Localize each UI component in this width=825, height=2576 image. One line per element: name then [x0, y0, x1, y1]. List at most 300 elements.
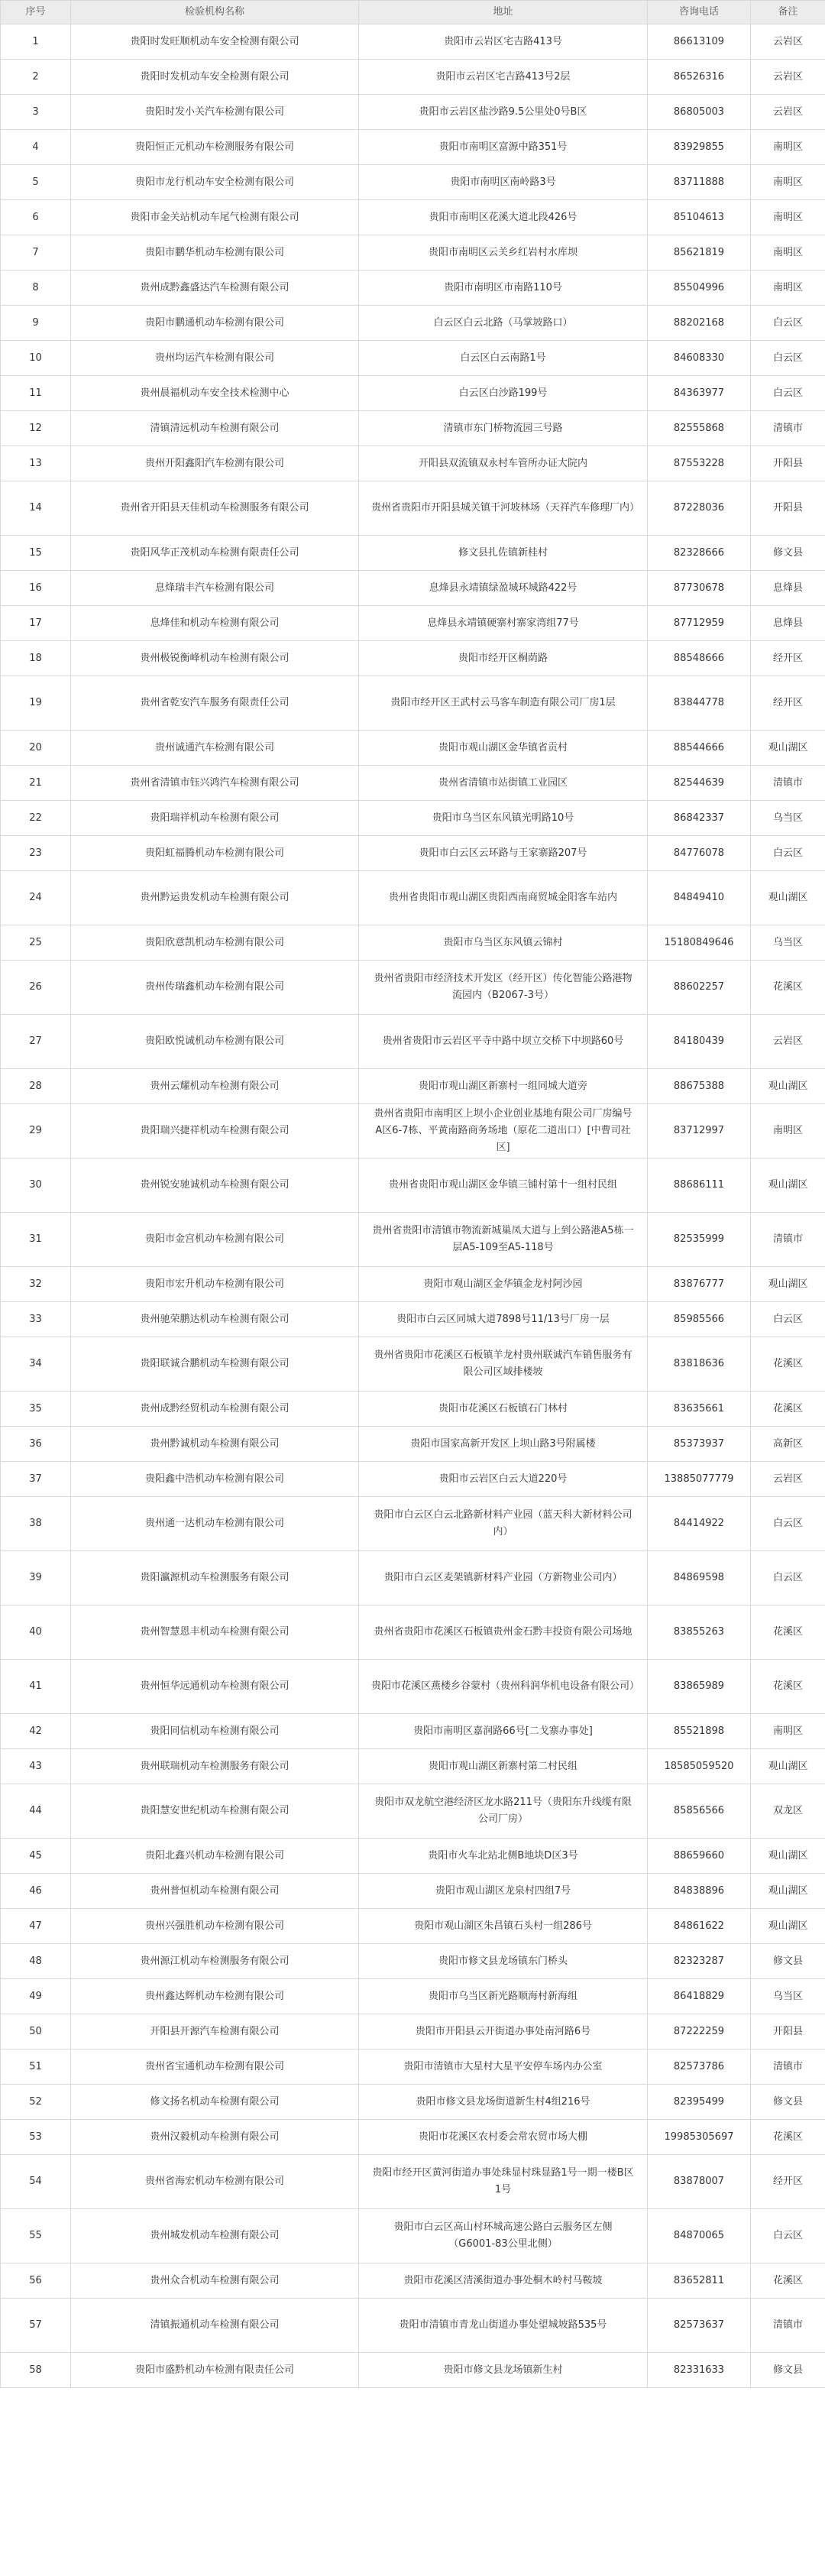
cell-name: 贵州晨福机动车安全技术检测中心 [71, 376, 359, 411]
cell-remark: 开阳县 [751, 446, 825, 481]
table-row [1, 536, 825, 571]
cell-seq: 58 [1, 2353, 71, 2388]
cell-remark: 观山湖区 [751, 871, 825, 925]
cell-seq: 55 [1, 2209, 71, 2263]
cell-phone: 83876777 [648, 1267, 751, 1302]
table-row [1, 1714, 825, 1749]
cell-address: 贵阳市云岩区盐沙路9.5公里处0号B区 [359, 95, 648, 130]
table-row [1, 2049, 825, 2085]
cell-remark: 南明区 [751, 130, 825, 165]
cell-address: 贵阳市观山湖区龙泉村四组7号 [359, 1874, 648, 1909]
cell-name: 贵阳瑞兴捷祥机动车检测有限公司 [71, 1104, 359, 1158]
cell-name: 贵阳市宏升机动车检测有限公司 [71, 1267, 359, 1302]
cell-name: 贵阳市鹏华机动车检测有限公司 [71, 235, 359, 271]
cell-phone: 88686111 [648, 1158, 751, 1213]
cell-phone: 83818636 [648, 1337, 751, 1392]
cell-phone: 83844778 [648, 676, 751, 731]
table-row [1, 165, 825, 200]
cell-seq: 12 [1, 411, 71, 446]
table-row [1, 306, 825, 341]
cell-phone: 88602257 [648, 961, 751, 1015]
cell-seq: 56 [1, 2263, 71, 2299]
cell-seq: 31 [1, 1213, 71, 1267]
cell-remark: 白云区 [751, 836, 825, 871]
cell-phone: 83929855 [648, 130, 751, 165]
cell-address: 贵阳市白云区同城大道7898号11/13号厂房一层 [359, 1302, 648, 1337]
cell-phone: 87553228 [648, 446, 751, 481]
cell-phone: 13885077779 [648, 1462, 751, 1497]
cell-seq: 24 [1, 871, 71, 925]
cell-phone: 84776078 [648, 836, 751, 871]
cell-remark: 南明区 [751, 235, 825, 271]
cell-name: 贵州黔运贵发机动车检测有限公司 [71, 871, 359, 925]
cell-name: 贵州兴强胜机动车检测有限公司 [71, 1909, 359, 1944]
cell-address: 贵阳市白云区白云北路新材料产业园（蓝天科大新材料公司内） [359, 1497, 648, 1551]
cell-name: 贵阳时发旺顺机动车安全检测有限公司 [71, 24, 359, 60]
cell-seq: 37 [1, 1462, 71, 1497]
cell-name: 贵州传瑞鑫机动车检测有限公司 [71, 961, 359, 1015]
cell-name: 贵州黔诚机动车检测有限公司 [71, 1427, 359, 1462]
cell-name: 贵州通一达机动车检测有限公司 [71, 1497, 359, 1551]
cell-address: 息烽县永靖镇绿盈城环城路422号 [359, 571, 648, 606]
table-row [1, 1749, 825, 1784]
cell-seq: 22 [1, 801, 71, 836]
cell-address: 贵阳市白云区麦架镇新材料产业园（方新物业公司内） [359, 1551, 648, 1606]
table-row [1, 2120, 825, 2155]
cell-remark: 经开区 [751, 641, 825, 676]
table-row [1, 481, 825, 536]
table-row [1, 2353, 825, 2388]
cell-seq: 47 [1, 1909, 71, 1944]
cell-seq: 21 [1, 766, 71, 801]
cell-address: 贵州省贵阳市开阳县城关镇干河坡林场（天祥汽车修理厂内） [359, 481, 648, 536]
cell-seq: 53 [1, 2120, 71, 2155]
cell-name: 贵州诚通汽车检测有限公司 [71, 731, 359, 766]
cell-name: 贵州源江机动车检测服务有限公司 [71, 1944, 359, 1979]
table-row [1, 2085, 825, 2120]
cell-phone: 88675388 [648, 1069, 751, 1104]
table-row [1, 1909, 825, 1944]
cell-phone: 85104613 [648, 200, 751, 235]
cell-phone: 88659660 [648, 1839, 751, 1874]
cell-remark: 清镇市 [751, 2299, 825, 2353]
cell-seq: 46 [1, 1874, 71, 1909]
cell-remark: 双龙区 [751, 1784, 825, 1839]
table-row [1, 1302, 825, 1337]
cell-name: 贵州开阳鑫阳汽车检测有限公司 [71, 446, 359, 481]
cell-address: 贵阳市观山湖区新寨村第二村民组 [359, 1749, 648, 1784]
cell-phone: 84414922 [648, 1497, 751, 1551]
cell-name: 贵阳联诚合鹏机动车检测有限公司 [71, 1337, 359, 1392]
cell-seq: 18 [1, 641, 71, 676]
cell-remark: 南明区 [751, 271, 825, 306]
cell-seq: 27 [1, 1015, 71, 1069]
table-row [1, 961, 825, 1015]
cell-phone: 84861622 [648, 1909, 751, 1944]
table-row [1, 24, 825, 60]
cell-remark: 白云区 [751, 1497, 825, 1551]
cell-name: 贵州联瑞机动车检测服务有限公司 [71, 1749, 359, 1784]
cell-seq: 15 [1, 536, 71, 571]
table-row [1, 1267, 825, 1302]
cell-phone: 87730678 [648, 571, 751, 606]
cell-remark: 开阳县 [751, 481, 825, 536]
cell-address: 贵阳市白云区云环路与王家寨路207号 [359, 836, 648, 871]
cell-remark: 云岩区 [751, 24, 825, 60]
cell-seq: 33 [1, 1302, 71, 1337]
cell-seq: 39 [1, 1551, 71, 1606]
cell-remark: 清镇市 [751, 2049, 825, 2085]
cell-seq: 25 [1, 925, 71, 961]
table-row [1, 1979, 825, 2014]
cell-phone: 82573786 [648, 2049, 751, 2085]
cell-remark: 花溪区 [751, 1392, 825, 1427]
table-row [1, 1784, 825, 1839]
cell-seq: 28 [1, 1069, 71, 1104]
cell-seq: 54 [1, 2155, 71, 2209]
table-row [1, 341, 825, 376]
table-row [1, 1104, 825, 1158]
cell-phone: 85373937 [648, 1427, 751, 1462]
table-row [1, 411, 825, 446]
cell-remark: 观山湖区 [751, 1267, 825, 1302]
cell-remark: 清镇市 [751, 766, 825, 801]
table-row [1, 1337, 825, 1392]
cell-address: 贵阳市白云区高山村环城高速公路白云服务区左侧（G6001-83公里北侧） [359, 2209, 648, 2263]
cell-name: 贵州成黔鑫盛达汽车检测有限公司 [71, 271, 359, 306]
cell-phone: 83635661 [648, 1392, 751, 1427]
cell-seq: 2 [1, 60, 71, 95]
cell-address: 贵阳市南明区南岭路3号 [359, 165, 648, 200]
cell-address: 贵阳市观山湖区朱昌镇石头村一组286号 [359, 1909, 648, 1944]
table-row [1, 446, 825, 481]
cell-address: 贵阳市观山湖区金华镇金龙村阿沙园 [359, 1267, 648, 1302]
cell-remark: 乌当区 [751, 1979, 825, 2014]
cell-remark: 白云区 [751, 2209, 825, 2263]
cell-seq: 26 [1, 961, 71, 1015]
cell-remark: 白云区 [751, 1551, 825, 1606]
cell-seq: 19 [1, 676, 71, 731]
table-row [1, 1944, 825, 1979]
cell-phone: 85621819 [648, 235, 751, 271]
cell-address: 贵阳市经开区黄河街道办事处珠显村珠显路1号一期一楼B区1号 [359, 2155, 648, 2209]
cell-address: 贵阳市花溪区农村委会常农贸市场大棚 [359, 2120, 648, 2155]
cell-seq: 57 [1, 2299, 71, 2353]
cell-phone: 82535999 [648, 1213, 751, 1267]
table-row [1, 1839, 825, 1874]
cell-name: 修文扬名机动车检测有限公司 [71, 2085, 359, 2120]
cell-remark: 清镇市 [751, 411, 825, 446]
cell-address: 贵阳市花溪区燕楼乡谷蒙村（贵州科润华机电设备有限公司） [359, 1660, 648, 1714]
cell-name: 贵阳鑫中浩机动车检测有限公司 [71, 1462, 359, 1497]
table-row [1, 95, 825, 130]
cell-address: 贵阳市南明区富源中路351号 [359, 130, 648, 165]
cell-seq: 9 [1, 306, 71, 341]
cell-name: 息烽佳和机动车检测有限公司 [71, 606, 359, 641]
cell-seq: 48 [1, 1944, 71, 1979]
cell-remark: 花溪区 [751, 1337, 825, 1392]
cell-remark: 经开区 [751, 2155, 825, 2209]
cell-remark: 花溪区 [751, 2120, 825, 2155]
cell-remark: 观山湖区 [751, 1909, 825, 1944]
cell-phone: 83711888 [648, 165, 751, 200]
cell-phone: 83652811 [648, 2263, 751, 2299]
cell-phone: 84870065 [648, 2209, 751, 2263]
cell-seq: 29 [1, 1104, 71, 1158]
table-row [1, 1427, 825, 1462]
cell-phone: 85521898 [648, 1714, 751, 1749]
table-row [1, 376, 825, 411]
cell-name: 贵州驰荣鹏达机动车检测有限公司 [71, 1302, 359, 1337]
cell-seq: 8 [1, 271, 71, 306]
cell-name: 贵阳市金宫机动车检测有限公司 [71, 1213, 359, 1267]
cell-seq: 23 [1, 836, 71, 871]
cell-address: 贵阳市清镇市青龙山街道办事处望城坡路535号 [359, 2299, 648, 2353]
cell-remark: 修文县 [751, 536, 825, 571]
cell-remark: 云岩区 [751, 1462, 825, 1497]
cell-address: 开阳县双流镇双永村车管所办证大院内 [359, 446, 648, 481]
cell-phone: 87222259 [648, 2014, 751, 2049]
cell-remark: 白云区 [751, 306, 825, 341]
cell-phone: 82544639 [648, 766, 751, 801]
cell-name: 贵州普恒机动车检测有限公司 [71, 1874, 359, 1909]
cell-phone: 84608330 [648, 341, 751, 376]
table-row [1, 60, 825, 95]
cell-seq: 32 [1, 1267, 71, 1302]
cell-seq: 36 [1, 1427, 71, 1462]
cell-name: 贵州均运汽车检测有限公司 [71, 341, 359, 376]
cell-name: 贵阳同信机动车检测有限公司 [71, 1714, 359, 1749]
table-row [1, 1015, 825, 1069]
cell-seq: 51 [1, 2049, 71, 2085]
cell-name: 贵州省清镇市钰兴鸿汽车检测有限公司 [71, 766, 359, 801]
table-row [1, 200, 825, 235]
cell-address: 贵阳市修文县龙场镇东门桥头 [359, 1944, 648, 1979]
table-row [1, 235, 825, 271]
table-row [1, 925, 825, 961]
cell-phone: 83865989 [648, 1660, 751, 1714]
cell-phone: 86805003 [648, 95, 751, 130]
cell-remark: 南明区 [751, 1104, 825, 1158]
cell-name: 清镇振通机动车检测有限公司 [71, 2299, 359, 2353]
header-name: 检验机构名称 [71, 1, 359, 24]
cell-name: 贵州众合机动车检测有限公司 [71, 2263, 359, 2299]
cell-name: 贵阳慧安世纪机动车检测有限公司 [71, 1784, 359, 1839]
cell-name: 贵州省开阳县天佳机动车检测服务有限公司 [71, 481, 359, 536]
header-seq: 序号 [1, 1, 71, 24]
cell-address: 贵州省贵阳市经济技术开发区（经开区）传化智能公路港物流园内（B2067-3号） [359, 961, 648, 1015]
cell-seq: 38 [1, 1497, 71, 1551]
cell-address: 贵阳市乌当区东风镇光明路10号 [359, 801, 648, 836]
table-row [1, 836, 825, 871]
cell-name: 贵阳时发小关汽车检测有限公司 [71, 95, 359, 130]
cell-seq: 17 [1, 606, 71, 641]
cell-address: 贵阳市南明区市南路110号 [359, 271, 648, 306]
cell-name: 贵州省海宏机动车检测有限公司 [71, 2155, 359, 2209]
cell-phone: 86842337 [648, 801, 751, 836]
cell-remark: 云岩区 [751, 95, 825, 130]
cell-name: 贵州云耀机动车检测有限公司 [71, 1069, 359, 1104]
cell-name: 贵州鑫达辉机动车检测有限公司 [71, 1979, 359, 2014]
cell-seq: 5 [1, 165, 71, 200]
cell-address: 贵阳市南明区花溪大道北段426号 [359, 200, 648, 235]
cell-remark: 白云区 [751, 341, 825, 376]
cell-phone: 82323287 [648, 1944, 751, 1979]
cell-address: 白云区白云南路1号 [359, 341, 648, 376]
cell-seq: 44 [1, 1784, 71, 1839]
cell-address: 贵州省贵阳市云岩区平寺中路中坝立交桥下中坝路60号 [359, 1015, 648, 1069]
cell-phone: 82573637 [648, 2299, 751, 2353]
cell-phone: 86526316 [648, 60, 751, 95]
cell-address: 贵阳市乌当区东风镇云锦村 [359, 925, 648, 961]
table-row [1, 1213, 825, 1267]
cell-seq: 13 [1, 446, 71, 481]
cell-remark: 修文县 [751, 1944, 825, 1979]
cell-seq: 7 [1, 235, 71, 271]
cell-phone: 15180849646 [648, 925, 751, 961]
cell-name: 贵州智慧恩丰机动车检测有限公司 [71, 1606, 359, 1660]
cell-seq: 11 [1, 376, 71, 411]
cell-name: 贵阳恒正元机动车检测服务有限公司 [71, 130, 359, 165]
cell-phone: 84849410 [648, 871, 751, 925]
cell-phone: 19985305697 [648, 2120, 751, 2155]
cell-seq: 41 [1, 1660, 71, 1714]
cell-address: 贵阳市双龙航空港经济区龙水路211号（贵阳东升线缆有限公司厂房） [359, 1784, 648, 1839]
cell-seq: 45 [1, 1839, 71, 1874]
cell-phone: 82331633 [648, 2353, 751, 2388]
cell-name: 开阳县开源汽车检测有限公司 [71, 2014, 359, 2049]
cell-address: 贵州省贵阳市观山湖区金华镇三铺村第十一组村民组 [359, 1158, 648, 1213]
cell-seq: 42 [1, 1714, 71, 1749]
cell-phone: 86613109 [648, 24, 751, 60]
cell-remark: 云岩区 [751, 60, 825, 95]
cell-name: 贵州省宝通机动车检测有限公司 [71, 2049, 359, 2085]
table-row [1, 1497, 825, 1551]
cell-address: 贵阳市国家高新开发区上坝山路3号附属楼 [359, 1427, 648, 1462]
cell-address: 贵阳市清镇市大星村大星平安停车场内办公室 [359, 2049, 648, 2085]
table-body [1, 24, 825, 2388]
cell-seq: 20 [1, 731, 71, 766]
cell-remark: 观山湖区 [751, 731, 825, 766]
cell-phone: 83878007 [648, 2155, 751, 2209]
cell-name: 息烽瑞丰汽车检测有限公司 [71, 571, 359, 606]
cell-name: 贵阳市金关站机动车尾气检测有限公司 [71, 200, 359, 235]
cell-address: 贵州省贵阳市观山湖区贵阳西南商贸城金阳客车站内 [359, 871, 648, 925]
cell-remark: 修文县 [751, 2353, 825, 2388]
table-row [1, 2155, 825, 2209]
cell-remark: 息烽县 [751, 606, 825, 641]
cell-remark: 乌当区 [751, 801, 825, 836]
cell-seq: 14 [1, 481, 71, 536]
cell-phone: 84363977 [648, 376, 751, 411]
cell-name: 贵阳虹福腾机动车检测有限公司 [71, 836, 359, 871]
cell-remark: 清镇市 [751, 1213, 825, 1267]
table-row [1, 766, 825, 801]
cell-address: 贵州省贵阳市清镇市物流新城巢凤大道与上到公路港A5栋一层A5-109至A5-118号 [359, 1213, 648, 1267]
table-row [1, 130, 825, 165]
cell-address: 贵阳市经开区王武村云马客车制造有限公司厂房1层 [359, 676, 648, 731]
cell-remark: 花溪区 [751, 1606, 825, 1660]
table-row [1, 571, 825, 606]
cell-phone: 84838896 [648, 1874, 751, 1909]
cell-name: 贵州城发机动车检测有限公司 [71, 2209, 359, 2263]
cell-phone: 86418829 [648, 1979, 751, 2014]
cell-address: 贵阳市火车北站北侧B地块D区3号 [359, 1839, 648, 1874]
cell-remark: 花溪区 [751, 2263, 825, 2299]
cell-address: 修文县扎佐镇新桂村 [359, 536, 648, 571]
table-row [1, 731, 825, 766]
cell-name: 贵阳北鑫兴机动车检测有限公司 [71, 1839, 359, 1874]
table-row [1, 1606, 825, 1660]
cell-address: 贵州省贵阳市花溪区石板镇羊龙村贵州联诚汽车销售服务有限公司区域排楼坡 [359, 1337, 648, 1392]
cell-address: 贵阳市花溪区石板镇石门林村 [359, 1392, 648, 1427]
cell-address: 贵州省清镇市站街镇工业园区 [359, 766, 648, 801]
cell-name: 贵阳欣意凯机动车检测有限公司 [71, 925, 359, 961]
cell-address: 贵州省贵阳市花溪区石板镇贵州金石黔丰投资有限公司场地 [359, 1606, 648, 1660]
cell-seq: 30 [1, 1158, 71, 1213]
cell-address: 贵阳市南明区嘉润路66号[二戈寨办事处] [359, 1714, 648, 1749]
table-row [1, 1158, 825, 1213]
cell-phone: 82328666 [648, 536, 751, 571]
table-row [1, 2209, 825, 2263]
cell-name: 贵阳瑞祥机动车检测有限公司 [71, 801, 359, 836]
cell-address: 贵阳市修文县龙场街道新生村4组216号 [359, 2085, 648, 2120]
table-row [1, 1462, 825, 1497]
cell-remark: 云岩区 [751, 1015, 825, 1069]
table-row [1, 801, 825, 836]
cell-address: 清镇市东门桥物流园三号路 [359, 411, 648, 446]
cell-seq: 16 [1, 571, 71, 606]
cell-seq: 6 [1, 200, 71, 235]
table-row [1, 676, 825, 731]
table-row [1, 1551, 825, 1606]
cell-address: 贵阳市乌当区新光路顺海村新海组 [359, 1979, 648, 2014]
cell-remark: 南明区 [751, 165, 825, 200]
cell-seq: 34 [1, 1337, 71, 1392]
table-row [1, 271, 825, 306]
cell-phone: 83855263 [648, 1606, 751, 1660]
cell-address: 贵阳市云岩区宅吉路413号2层 [359, 60, 648, 95]
cell-name: 贵阳风华正茂机动车检测有限责任公司 [71, 536, 359, 571]
cell-name: 贵州锐安驰诚机动车检测有限公司 [71, 1158, 359, 1213]
cell-phone: 84180439 [648, 1015, 751, 1069]
cell-remark: 南明区 [751, 200, 825, 235]
table-row [1, 641, 825, 676]
cell-seq: 10 [1, 341, 71, 376]
cell-remark: 息烽县 [751, 571, 825, 606]
cell-phone: 87712959 [648, 606, 751, 641]
cell-remark: 修文县 [751, 2085, 825, 2120]
cell-address: 贵阳市云岩区宅吉路413号 [359, 24, 648, 60]
cell-name: 贵阳欧悦诚机动车检测有限公司 [71, 1015, 359, 1069]
cell-seq: 1 [1, 24, 71, 60]
cell-remark: 观山湖区 [751, 1874, 825, 1909]
cell-phone: 84869598 [648, 1551, 751, 1606]
table-row [1, 606, 825, 641]
cell-phone: 88548666 [648, 641, 751, 676]
cell-seq: 35 [1, 1392, 71, 1427]
cell-seq: 50 [1, 2014, 71, 2049]
cell-seq: 52 [1, 2085, 71, 2120]
cell-address: 息烽县永靖镇硬寨村寨家湾组77号 [359, 606, 648, 641]
cell-remark: 乌当区 [751, 925, 825, 961]
table-row [1, 871, 825, 925]
cell-address: 贵阳市花溪区清溪街道办事处桐木岭村马鞍坡 [359, 2263, 648, 2299]
cell-remark: 观山湖区 [751, 1158, 825, 1213]
cell-seq: 49 [1, 1979, 71, 2014]
cell-name: 贵州成黔经贸机动车检测有限公司 [71, 1392, 359, 1427]
cell-phone: 87228036 [648, 481, 751, 536]
